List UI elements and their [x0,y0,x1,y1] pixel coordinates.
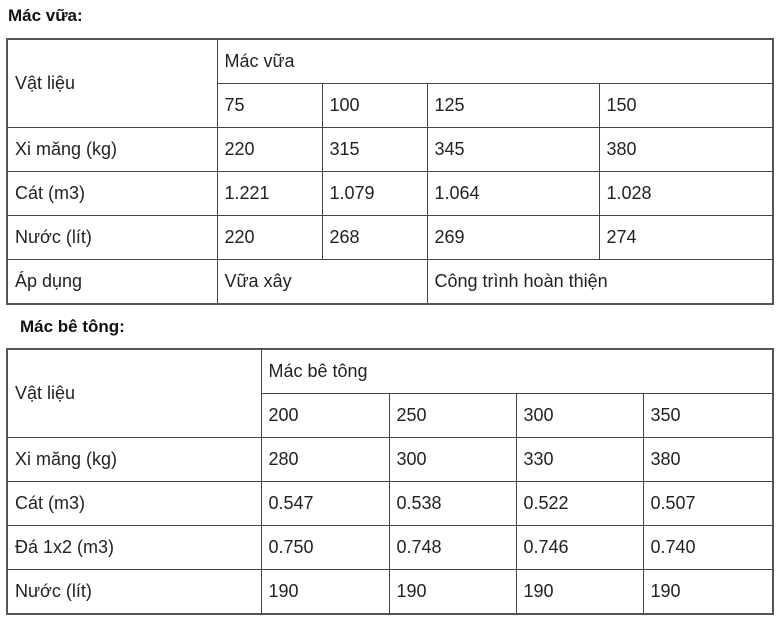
value-cell: 380 [643,438,773,482]
row-label-cell: Cát (m3) [7,482,261,526]
table-row [7,172,773,216]
grade-header-cell: 150 [599,84,773,128]
row-label-cell: Nước (lít) [7,570,261,615]
value-cell: 380 [599,128,773,172]
table-row [7,260,773,305]
application-finishing-cell: Công trình hoàn thiện [427,260,773,305]
value-cell: 1.064 [427,172,599,216]
value-cell: 190 [389,570,516,615]
row-label-cell: Xi măng (kg) [7,438,261,482]
material-header-cell: Vật liệu [7,39,217,128]
grade-header-cell: 100 [322,84,427,128]
table-row [7,128,773,172]
value-cell: 280 [261,438,389,482]
table-row [7,526,773,570]
mortar-grade-table [6,38,774,305]
table-row [7,349,773,394]
concrete-grade-group-header: Mác bê tông [261,349,773,394]
application-masonry-cell: Vữa xây [217,260,427,305]
value-cell: 190 [643,570,773,615]
value-cell: 269 [427,216,599,260]
value-cell: 274 [599,216,773,260]
row-label-cell: Áp dụng [7,260,217,305]
value-cell: 190 [261,570,389,615]
mortar-grade-group-header: Mác vữa [217,39,773,84]
mortar-grade-heading: Mác vữa: [8,6,83,25]
value-cell: 0.746 [516,526,643,570]
grade-header-cell: 75 [217,84,322,128]
concrete-grade-table [6,348,774,615]
grade-header-cell: 350 [643,394,773,438]
row-label-cell: Đá 1x2 (m3) [7,526,261,570]
value-cell: 268 [322,216,427,260]
value-cell: 330 [516,438,643,482]
value-cell: 0.750 [261,526,389,570]
table-row [7,570,773,615]
value-cell: 220 [217,216,322,260]
table-row [7,482,773,526]
row-label-cell: Xi măng (kg) [7,128,217,172]
table-row [7,39,773,84]
concrete-grade-heading: Mác bê tông: [20,317,125,336]
value-cell: 190 [516,570,643,615]
grade-header-cell: 125 [427,84,599,128]
value-cell: 0.740 [643,526,773,570]
grade-header-cell: 200 [261,394,389,438]
table-row [7,438,773,482]
value-cell: 0.547 [261,482,389,526]
material-header-cell: Vật liệu [7,349,261,438]
value-cell: 1.028 [599,172,773,216]
value-cell: 1.079 [322,172,427,216]
grade-header-cell: 300 [516,394,643,438]
table-row [7,216,773,260]
grade-header-cell: 250 [389,394,516,438]
row-label-cell: Cát (m3) [7,172,217,216]
value-cell: 1.221 [217,172,322,216]
row-label-cell: Nước (lít) [7,216,217,260]
value-cell: 0.748 [389,526,516,570]
value-cell: 345 [427,128,599,172]
value-cell: 0.507 [643,482,773,526]
value-cell: 220 [217,128,322,172]
value-cell: 0.522 [516,482,643,526]
value-cell: 0.538 [389,482,516,526]
value-cell: 300 [389,438,516,482]
value-cell: 315 [322,128,427,172]
